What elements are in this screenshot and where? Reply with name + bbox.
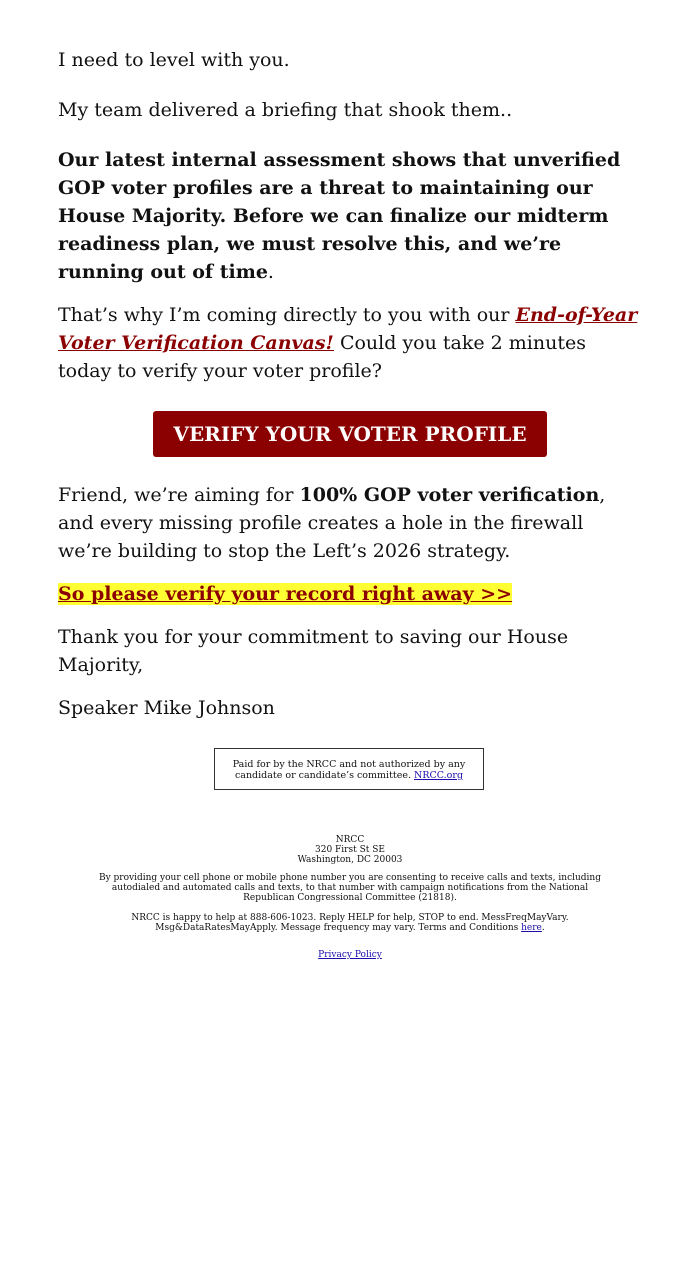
- assessment-period: .: [267, 261, 274, 283]
- footer-consent-text: By providing your cell phone or mobile phone number you are consenting to receive calls and texts, including autodialed and automated calls and texts, to that number with campaign notifications from the National Republican Congressional Committee (21818).: [98, 873, 601, 903]
- privacy-policy-link[interactable]: Privacy Policy: [318, 950, 382, 960]
- goal-bold-text: 100% GOP voter verification: [299, 484, 600, 506]
- canvas-link[interactable]: End-of-Year Voter Verification Canvas!: [58, 304, 638, 354]
- help-text-end: .: [541, 923, 545, 933]
- footer-org-name: NRCC: [335, 835, 365, 845]
- disclaimer-text: Paid for by the NRCC and not authorized by any candidate or candidate’s committee.: [232, 759, 466, 781]
- intro-paragraph: I need to level with you.: [58, 49, 290, 71]
- nrcc-org-link[interactable]: NRCC.org: [414, 770, 464, 781]
- goal-paragraph: [58, 481, 642, 565]
- footer-privacy: [90, 950, 610, 960]
- verify-record-link[interactable]: So please verify your record right away >>: [58, 583, 513, 605]
- canvas-paragraph: [58, 301, 642, 385]
- canvas-text-after: Could you take 2 minutes today to verify your voter profile?: [58, 332, 586, 382]
- goal-text-before: Friend, we’re aiming for: [58, 484, 300, 506]
- assessment-bold-text: Our latest internal assessment shows that unverified GOP voter profiles are a threat to maintaining our House Majority. Before we can finalize our midterm readiness plan, we must resolve this, and we’re running out of time: [58, 149, 621, 283]
- button-container: [58, 411, 642, 457]
- highlight-line: [58, 580, 642, 608]
- verify-voter-profile-button[interactable]: VERIFY YOUR VOTER PROFILE: [153, 411, 546, 457]
- briefing-paragraph: My team delivered a briefing that shook them..: [58, 99, 513, 121]
- assessment-paragraph: [58, 146, 642, 286]
- thank-you-paragraph: Thank you for your commitment to saving our House Majority,: [58, 626, 569, 676]
- paid-for-disclaimer-box: [214, 748, 484, 790]
- footer-street: 320 First St SE: [315, 845, 385, 855]
- footer-city: Washington, DC 20003: [297, 855, 403, 865]
- goal-text-after: , and every missing profile creates a hole in the firewall we’re building to stop the Left’s 2026 strategy.: [58, 484, 606, 562]
- signature: Speaker Mike Johnson: [58, 697, 275, 719]
- canvas-text-before: That’s why I’m coming directly to you with our: [58, 304, 516, 326]
- footer: [90, 835, 610, 968]
- footer-help-text: [90, 913, 610, 933]
- terms-link[interactable]: here: [521, 923, 542, 933]
- help-text: NRCC is happy to help at 888-606-1023. Reply HELP for help, STOP to end. MessFreqMayVary. Msg&DataRatesMayApply. Message frequency may vary. Terms and Conditions: [131, 913, 569, 933]
- email-body: [58, 46, 642, 722]
- footer-address: [90, 835, 610, 865]
